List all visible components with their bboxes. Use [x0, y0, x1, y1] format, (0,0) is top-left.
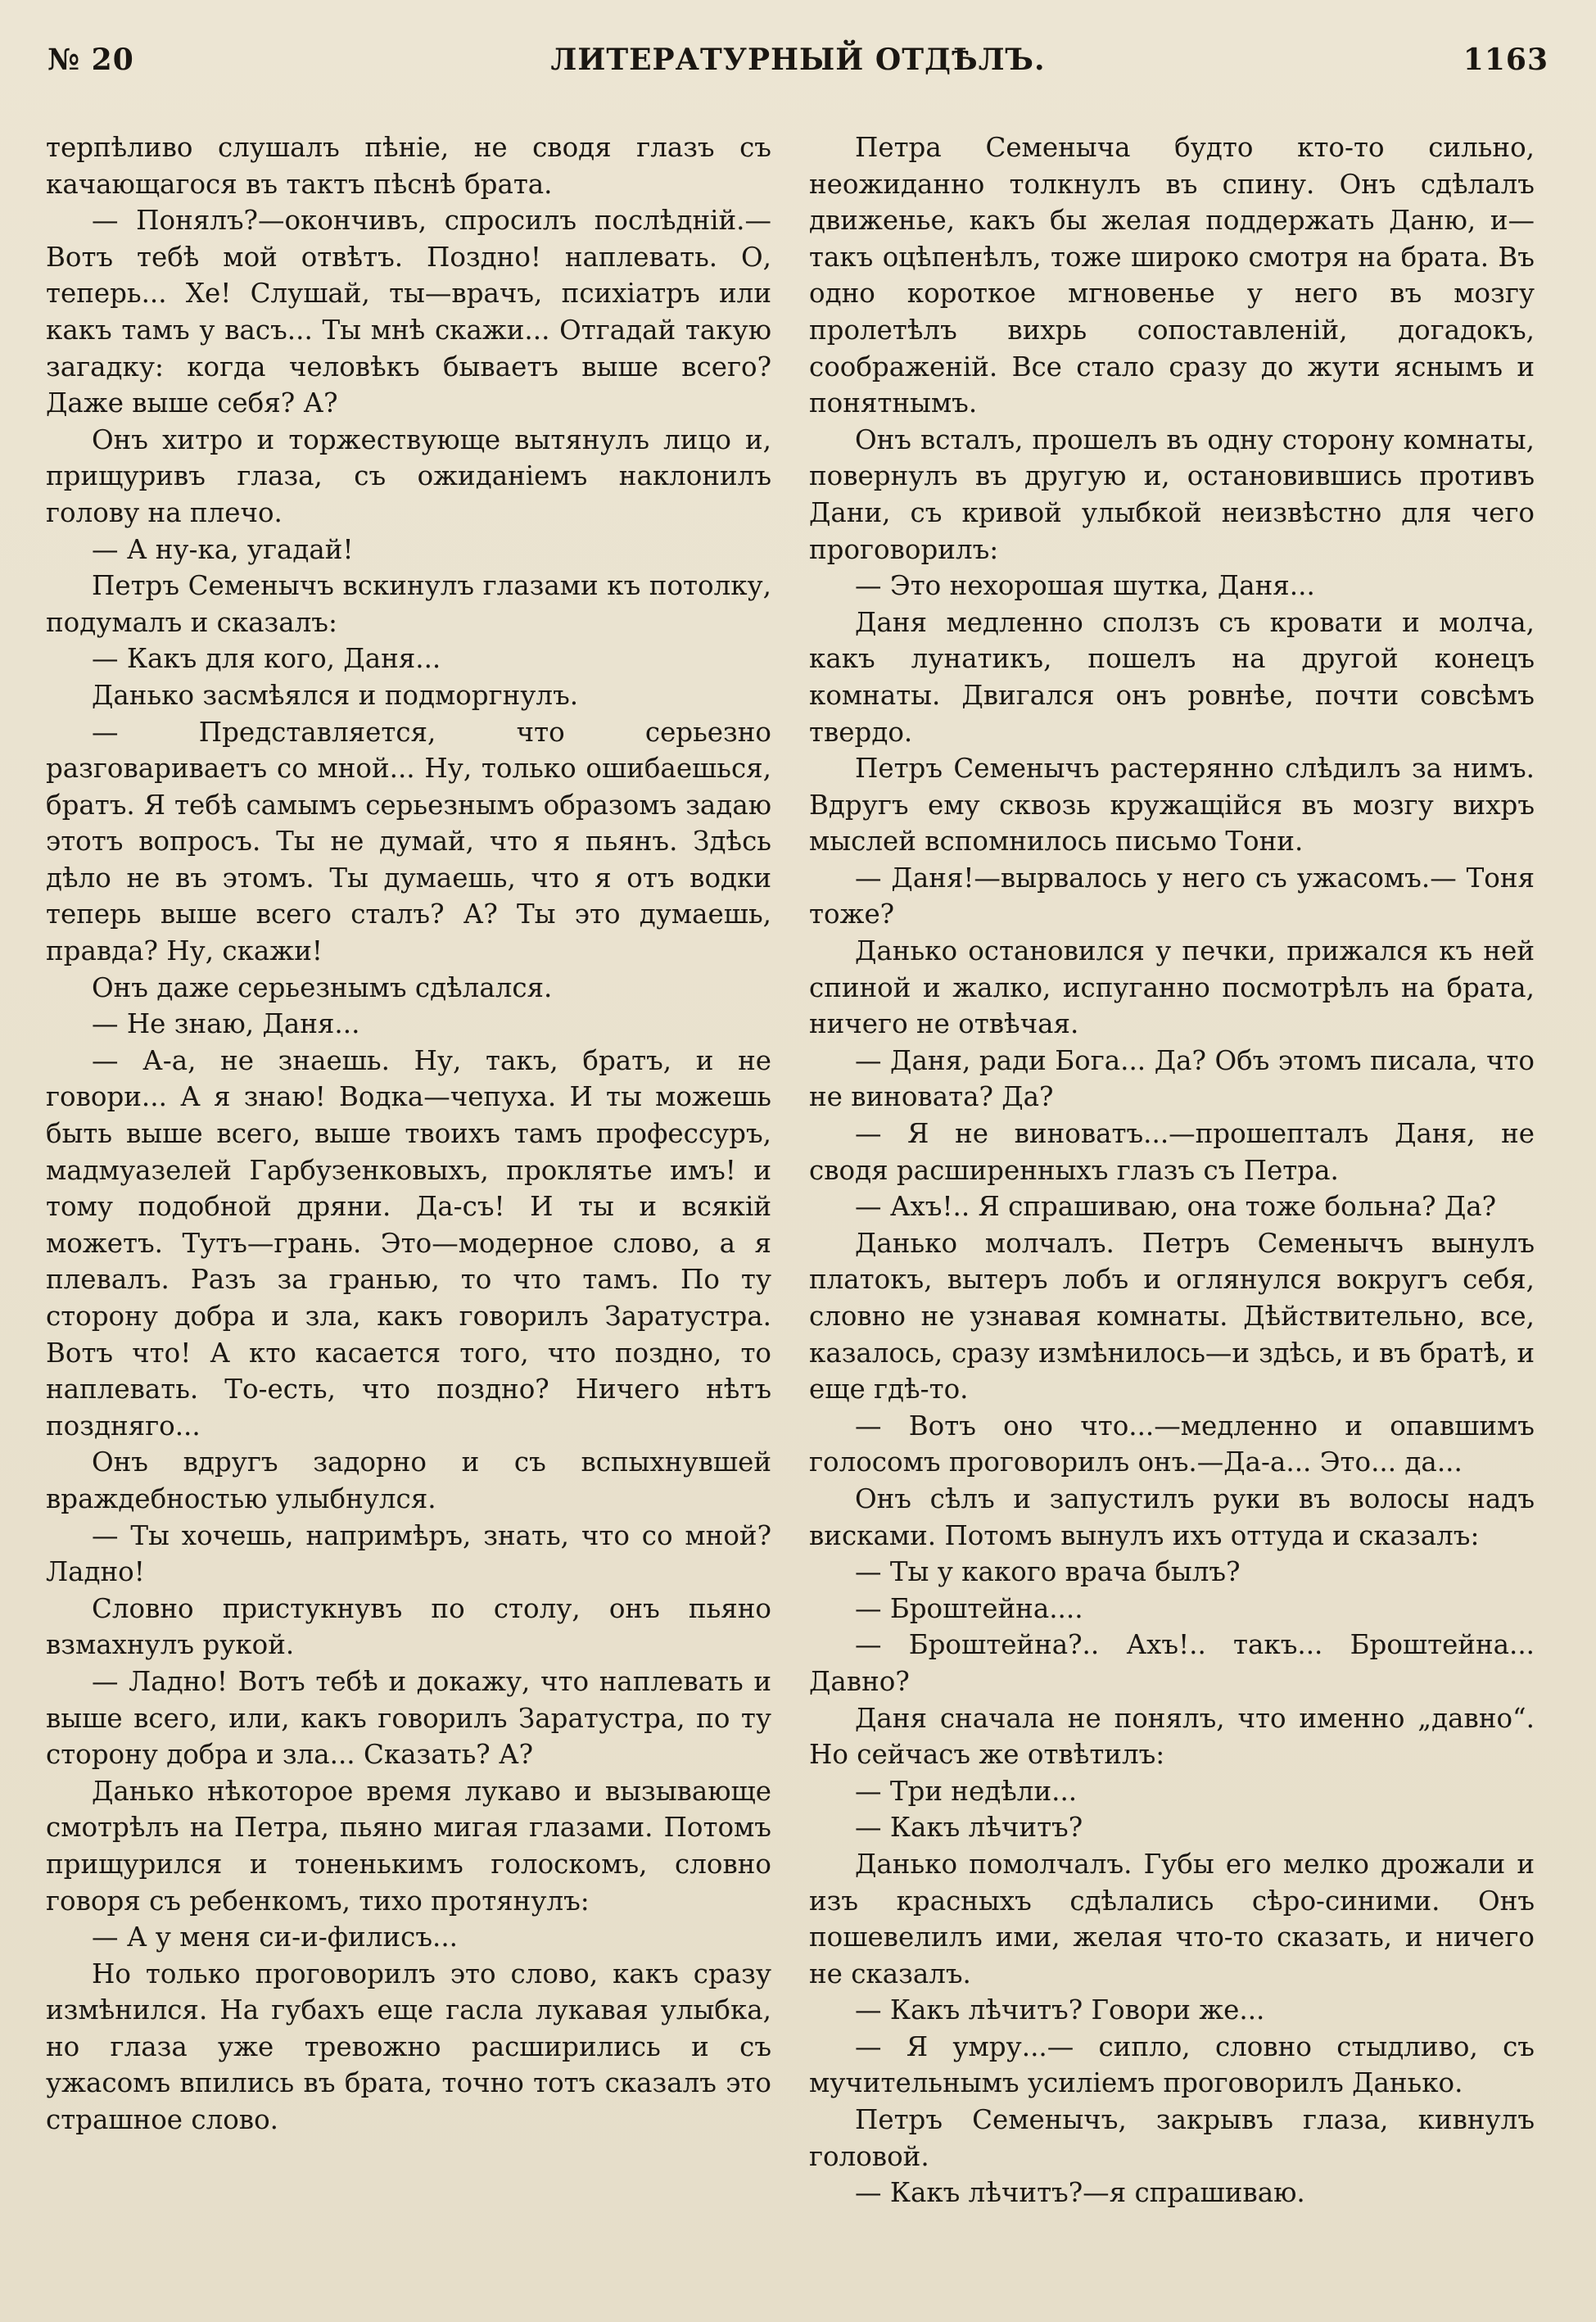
paragraph: — А ну-ка, угадай!: [92, 533, 354, 565]
issue-number: № 20: [47, 43, 134, 77]
paragraph: — Ладно! Вотъ тебѣ и докажу, что наплевать и выше всего, или, какъ говорилъ Заратустра, по ту сторону добра и зла... Сказать? А?: [46, 1665, 771, 1771]
paragraph: Онъ даже серьезнымъ сдѣлался.: [92, 971, 553, 1003]
paragraph: Данько молчалъ. Петръ Семенычъ вынулъ платокъ, вытеръ лобъ и оглянулся вокругъ себя, словно не узнавая комнаты. Дѣйствительно, все, казалось, сразу измѣнилось—и здѣсь, и въ братѣ, и еще гдѣ-то.: [809, 1227, 1535, 1405]
page-header: [47, 43, 1549, 92]
paragraph: — Даня!—вырвалось у него съ ужасомъ.— Тоня тоже?: [809, 862, 1535, 930]
paragraph: — Понялъ?—окончивъ, спросилъ послѣдній.—Вотъ тебѣ мой отвѣтъ. Поздно! наплевать. О, теперь... Хе! Слушай, ты—врачъ, психіатръ или какъ тамъ у васъ... Ты мнѣ скажи... Отгадай такую загадку: когда человѣкъ бываетъ выше всего? Даже выше себя? А?: [46, 205, 771, 419]
paragraph: Петръ Семенычъ, закрывъ глаза, кивнулъ головой.: [809, 2104, 1535, 2172]
paragraph: — Это нехорошая шутка, Даня...: [855, 570, 1315, 602]
paragraph: Данько нѣкоторое время лукаво и вызывающе смотрѣлъ на Петра, пьяно мигая глазами. Потомъ прищурился и тоненькимъ голоскомъ, словно говоря съ ребенкомъ, тихо протянулъ:: [46, 1775, 771, 1917]
paragraph: — Даня, ради Бога... Да? Объ этомъ писала, что не виновата? Да?: [809, 1044, 1535, 1113]
paragraph: Онъ сѣлъ и запустилъ руки въ волосы надъ висками. Потомъ вынулъ ихъ оттуда и сказалъ:: [809, 1482, 1535, 1551]
paragraph: Даня медленно сползъ съ кровати и молча, какъ лунатикъ, пошелъ на другой конецъ комнаты. Двигался онъ ровнѣе, почти совсѣмъ твердо.: [809, 606, 1535, 748]
paragraph: Даня сначала не понялъ, что именно „давно“. Но сейчасъ же отвѣтилъ:: [809, 1702, 1535, 1771]
paragraph: — Ты хочешь, напримѣръ, знать, что со мной? Ладно!: [46, 1519, 771, 1588]
paragraph: Данько помолчалъ. Губы его мелко дрожали и изъ красныхъ сдѣлались сѣро-синими. Онъ пошевелилъ ими, желая что-то сказать, и ничего не сказалъ.: [809, 1848, 1535, 1989]
paragraph: — Я умру...— сипло, словно стыдливо, съ мучительнымъ усиліемъ проговорилъ Данько.: [809, 2030, 1535, 2099]
paragraph: Онъ всталъ, прошелъ въ одну сторону комнаты, повернулъ въ другую и, остановившись противъ Дани, съ кривой улыбкой неизвѣстно для чего проговорилъ:: [809, 423, 1535, 565]
paragraph: — Три недѣли...: [855, 1775, 1078, 1807]
paragraph: — Ахъ!.. Я спрашиваю, она тоже больна? Да?: [855, 1191, 1497, 1223]
paragraph: — Не знаю, Даня...: [92, 1008, 360, 1040]
right-column: [809, 129, 1535, 2211]
paragraph: Онъ вдругъ задорно и съ вспыхнувшей враждебностью улыбнулся.: [46, 1446, 771, 1514]
paragraph: — Я не виноватъ...—прошепталъ Даня, не сводя расширенныхъ глазъ съ Петра.: [809, 1118, 1535, 1186]
paragraph: — Какъ лѣчитъ?: [855, 1812, 1083, 1844]
paragraph: — Какъ лѣчитъ? Говори же...: [855, 1994, 1265, 2026]
paragraph: Петръ Семенычъ растерянно слѣдилъ за нимъ. Вдругъ ему сквозь кружащійся въ мозгу вихръ мыслей вспомнилось письмо Тони.: [809, 753, 1535, 858]
paragraph: — Какъ лѣчитъ?—я спрашиваю.: [855, 2177, 1305, 2209]
paragraph: терпѣливо слушалъ пѣніе, не сводя глазъ съ качающагося въ тактъ пѣснѣ брата.: [46, 132, 771, 200]
paragraph: Онъ хитро и торжествующе вытянулъ лицо и, прищуривъ глаза, съ ожиданіемъ наклонилъ голову на плечо.: [46, 423, 771, 528]
paragraph: Словно пристукнувъ по столу, онъ пьяно взмахнулъ рукой.: [46, 1592, 771, 1661]
paragraph: Петръ Семенычъ вскинулъ глазами къ потолку, подумалъ и сказалъ:: [46, 570, 771, 638]
paragraph: Петра Семеныча будто кто-то сильно, неожиданно толкнулъ въ спину. Онъ сдѣлалъ движенье, какъ бы желая поддержать Даню, и—такъ оцѣпенѣлъ, тоже широко смотря на брата. Въ одно короткое мгновенье у него въ мозгу пролетѣлъ вихрь сопоставленій, догадокъ, соображеній. Все стало сразу до жути яснымъ и понятнымъ.: [809, 132, 1535, 419]
section-title: ЛИТЕРАТУРНЫЙ ОТДѢЛЪ.: [550, 43, 1046, 77]
paragraph: — Броштейна....: [855, 1592, 1083, 1624]
paragraph: — Броштейна?.. Ахъ!.. такъ... Броштейна... Давно?: [809, 1629, 1535, 1697]
paragraph: Данько засмѣялся и подморгнулъ.: [92, 679, 579, 711]
paragraph: — Вотъ оно что...—медленно и опавшимъ голосомъ проговорилъ онъ.—Да-а... Это... да...: [809, 1410, 1535, 1478]
page-number: 1163: [1463, 43, 1549, 77]
paragraph: Данько остановился у печки, прижался къ ней спиной и жалко, испуганно посмотрѣлъ на брата, ничего не отвѣчая.: [809, 935, 1535, 1040]
paragraph: — А у меня си-и-филисъ...: [92, 1921, 459, 1953]
paragraph: — А-а, не знаешь. Ну, такъ, братъ, и не говори... А я знаю! Водка—чепуха. И ты можешь быть выше всего, выше твоихъ тамъ профессуръ, мадмуазелей Гарбузенковыхъ, проклятье имъ! и тому подобной дряни. Да-съ! И ты и всякій можетъ. Тутъ—грань. Это—модерное слово, а я плевалъ. Разъ за гранью, то что тамъ. По ту сторону добра и зла, какъ говорилъ Заратустра. Вотъ что! А кто касается того, что поздно, то наплевать. То-есть, что поздно? Ничего нѣтъ поздняго...: [46, 1044, 771, 1442]
paragraph: — Представляется, что серьезно разговариваетъ со мной... Ну, только ошибаешься, братъ. Я тебѣ самымъ серьезнымъ образомъ задаю этотъ вопросъ. Ты не думай, что я пьянъ. Здѣсь дѣло не въ этомъ. Ты думаешь, что я отъ водки теперь выше всего сталъ? А? Ты это думаешь, правда? Ну, скажи!: [46, 716, 771, 967]
left-column: [46, 129, 771, 2139]
paragraph: — Какъ для кого, Даня...: [92, 643, 441, 675]
paragraph: — Ты у какого врача былъ?: [855, 1556, 1241, 1588]
paragraph: Но только проговорилъ это слово, какъ сразу измѣнился. На губахъ еще гасла лукавая улыбка, но глаза уже тревожно расширились и съ ужасомъ впились въ брата, точно тотъ сказалъ это страшное слово.: [46, 1958, 771, 2136]
